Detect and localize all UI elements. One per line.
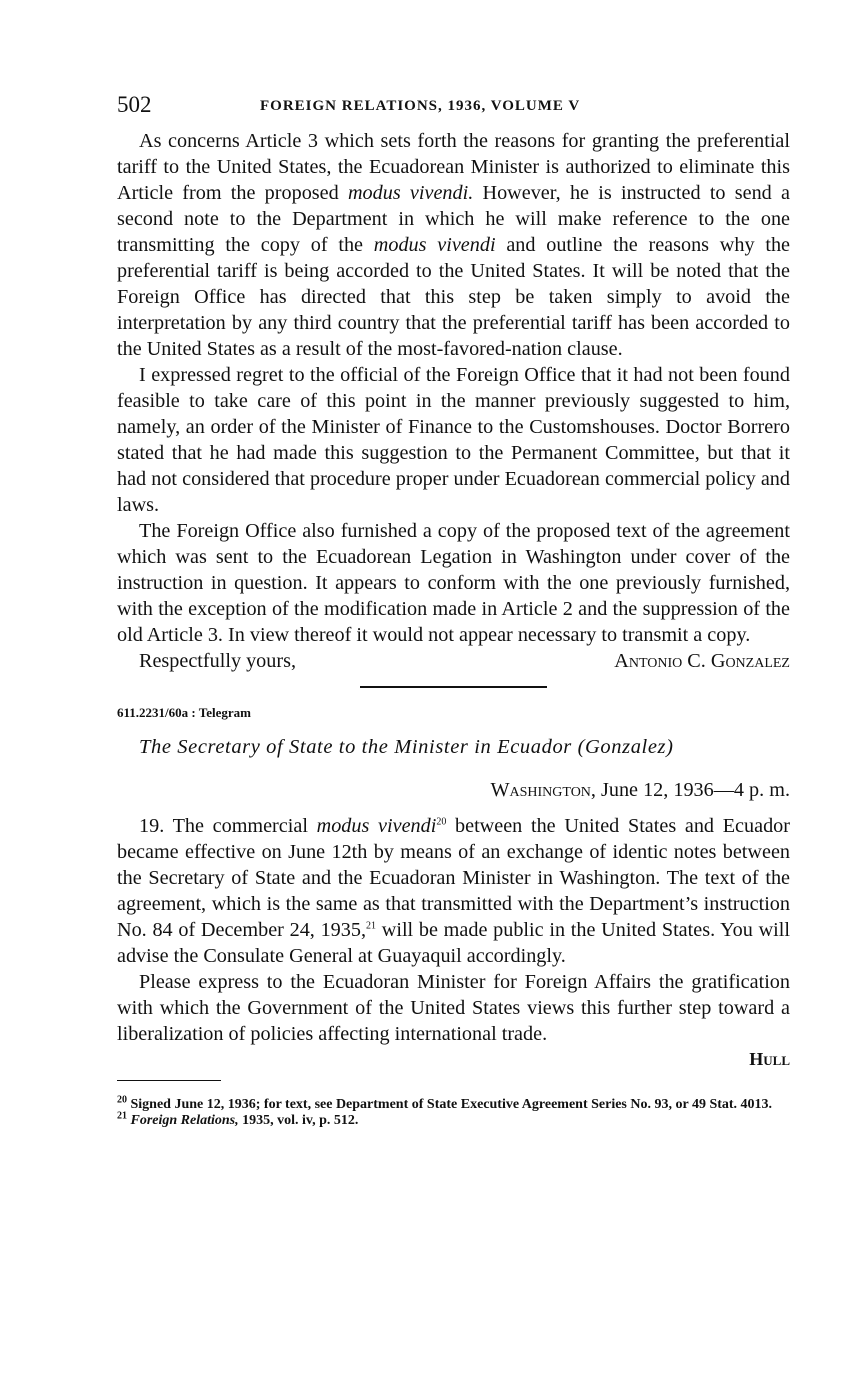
italic-text: modus vivendi xyxy=(373,234,496,256)
letter-paragraph-3: The Foreign Office also furnished a copy of the proposed text of the agreement which was sent to the Ecuadorean Legation in Washington under cover of the instruction in question. It appears to conform with the one previously furnished, with the exception of the modification made in Article 2 and the suppression of the old Article 3. In view thereof it would not appear necessary to transmit a copy. xyxy=(117,520,790,646)
section-divider xyxy=(360,686,547,688)
telegram-paragraph-2: Please express to the Ecuadoran Minister for Foreign Affairs the gratification with which the Government of the United States views this further step toward a liberalization of policies affecting international trade. xyxy=(117,971,790,1045)
running-head: FOREIGN RELATIONS, 1936, VOLUME V xyxy=(260,98,581,114)
italic-text: modus vivendi. xyxy=(347,182,474,204)
text-run: However, he is instructed to send a second note to the Department in which he will make reference to the one transmitting the copy of the xyxy=(117,182,790,256)
text-run: between the United States and Ecuador became effective on June 12th by means of an exchange of identic notes between the Secretary of State and the Ecuadoran Minister in Washington. The text of the agreement, which is the same as that transmitted with the Department’s instruction No. 84 of December 24, 1935, xyxy=(117,815,790,941)
letter-signature: Antonio C. Gonzalez xyxy=(614,650,790,672)
footnote-mark: 21 xyxy=(117,1110,127,1122)
footnote-21 xyxy=(117,1110,790,1129)
footnote-divider xyxy=(117,1080,221,1081)
page-number: 502 xyxy=(117,92,152,117)
telegram-paragraph-1 xyxy=(117,813,790,969)
text-run: 19. The commercial xyxy=(139,815,317,837)
text-run: As concerns Article 3 which sets forth the reasons for granting the preferential tariff to the United States, the Ecuadorean Minister is authorized to eliminate this Article from the proposed xyxy=(117,130,790,204)
italic-text: modus vivendi xyxy=(316,815,437,837)
file-number: 611.2231/60a : Telegram xyxy=(117,705,251,720)
footnote-20 xyxy=(117,1094,790,1113)
footnote-ref-20[interactable]: 20 xyxy=(436,816,447,828)
telegram-heading: The Secretary of State to the Minister in Ecuador (Gonzalez) xyxy=(139,736,674,758)
telegram-signature: Hull xyxy=(749,1049,790,1069)
text-run: will be made public in the United States. You will advise the Consulate General at Guayaquil accordingly. xyxy=(117,919,790,967)
letter-closing xyxy=(117,648,790,674)
footnote-italic: Foreign Relations, xyxy=(127,1113,239,1128)
dateline-place: Washington xyxy=(490,779,591,801)
letter-paragraph-1 xyxy=(117,128,790,362)
footnote-text: 1935, vol. iv, p. 512. xyxy=(238,1113,359,1128)
dateline-date: , June 12, 1936—4 p. m. xyxy=(590,779,790,801)
footnote-text: Signed June 12, 1936; for text, see Department of State Executive Agreement Series No. 93, or 49 Stat. 4013. xyxy=(127,1097,773,1112)
page-header xyxy=(117,92,790,122)
letter-paragraph-2: I expressed regret to the official of the Foreign Office that it had not been found feasible to take care of this point in the manner previously suggested to him, namely, an order of the Minister of Finance to the Customshouses. Doctor Borrero stated that he had made this suggestion to the Permanent Committee, but that it had not considered that procedure proper under Ecuadorean commercial policy and laws. xyxy=(117,364,790,516)
footnote-mark: 20 xyxy=(117,1094,127,1106)
closing-phrase: Respectfully yours, xyxy=(139,650,296,672)
document-page xyxy=(117,92,790,1129)
footnote-ref-21[interactable]: 21 xyxy=(366,920,377,932)
text-run: and outline the reasons why the preferential tariff is being accorded to the United States. It will be noted that the Foreign Office has directed that this step be taken simply to avoid the interpretation by any third country that the preferential tariff has been accorded to the United States as a result of the most-favored-nation clause. xyxy=(117,234,790,360)
dateline xyxy=(117,777,790,803)
